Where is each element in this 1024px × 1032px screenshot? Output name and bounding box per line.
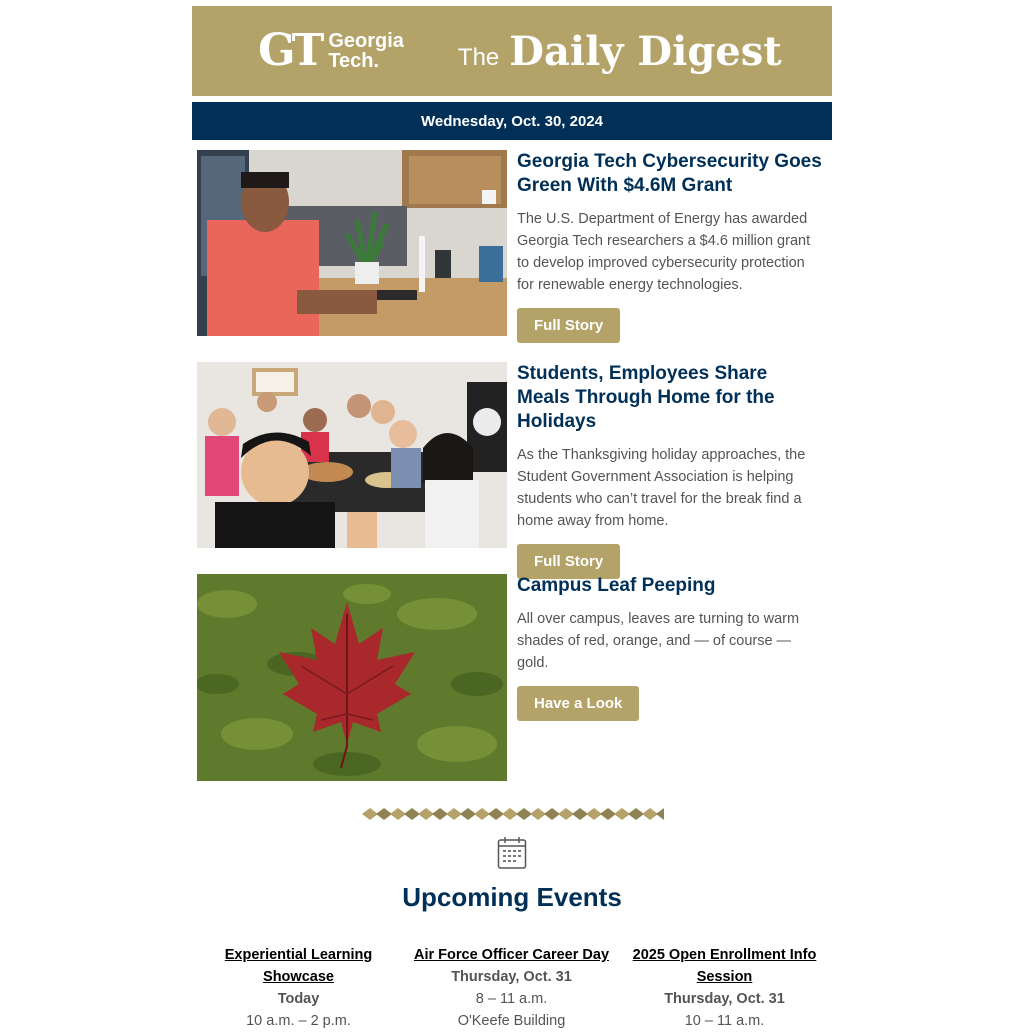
event-location: O'Keefe Building [457, 1013, 566, 1029]
story-content [517, 362, 825, 579]
story-title[interactable]: Georgia Tech Cybersecurity Goes Green With $4.6M Grant [517, 151, 822, 196]
have-a-look-button[interactable]: Have a Look [517, 686, 639, 721]
event-time: 10 – 11 a.m. [684, 1013, 765, 1029]
event-item [618, 944, 831, 1032]
events-heading: Upcoming Events [402, 882, 622, 912]
story-content [517, 150, 825, 343]
event-link[interactable]: Air Force Officer Career Day [413, 947, 610, 963]
event-date: Thursday, Oct. 31 [451, 969, 572, 985]
story-card [197, 574, 827, 784]
red-maple-leaf-on-grass-photo [197, 574, 507, 781]
logo-wordmark [328, 31, 404, 71]
full-story-button[interactable]: Full Story [517, 544, 620, 579]
event-item [405, 944, 618, 1032]
story-image[interactable] [197, 362, 507, 548]
issue-date: Wednesday, Oct. 30, 2024 [420, 112, 604, 130]
story-image[interactable] [197, 150, 507, 336]
logo-line-2: Tech. [328, 50, 380, 72]
story-title[interactable]: Students, Employees Share Meals Through Home for the Holidays [517, 363, 775, 432]
event-item [192, 944, 405, 1032]
events-list [192, 944, 832, 1032]
story-card [197, 362, 827, 570]
title-prefix: The [457, 43, 500, 71]
group-selfie-dinner-photo [197, 362, 507, 548]
story-content [517, 574, 825, 721]
story-summary: All over campus, leaves are turning to warm shades of red, orange, and — of course — gold. [517, 611, 800, 671]
story-card [197, 150, 827, 340]
newsletter-title [458, 28, 782, 75]
event-time: 8 – 11 a.m. [475, 991, 548, 1007]
event-date: Thursday, Oct. 31 [664, 991, 785, 1007]
researcher-at-desk-photo [197, 150, 507, 336]
event-time: 10 a.m. – 2 p.m. [246, 1013, 351, 1029]
event-date: Today [277, 991, 320, 1007]
event-link[interactable]: 2025 Open Enrollment Info Session [632, 947, 817, 985]
story-summary: The U.S. Department of Energy has awarded Georgia Tech researchers a $4.6 million grant to develop improved cybersecurity protection for renewable energy technologies. [517, 211, 811, 293]
diamond-divider [362, 806, 664, 822]
header-banner [192, 6, 832, 96]
calendar-icon [497, 836, 527, 870]
title-main: Daily Digest [509, 27, 782, 75]
story-summary: As the Thanksgiving holiday approaches, the Student Government Association is helping students who can’t travel for the break find a home away from home. [517, 447, 806, 529]
georgia-tech-logo[interactable] [258, 25, 404, 76]
newsletter [192, 6, 832, 1029]
logo-line-1: Georgia [328, 30, 404, 52]
full-story-button[interactable]: Full Story [517, 308, 620, 343]
story-image[interactable] [197, 574, 507, 781]
story-title[interactable]: Campus Leaf Peeping [517, 575, 716, 596]
date-bar [192, 102, 832, 140]
event-link[interactable]: Experiential Learning Showcase [224, 947, 373, 985]
logo-mark: GT [258, 25, 321, 76]
